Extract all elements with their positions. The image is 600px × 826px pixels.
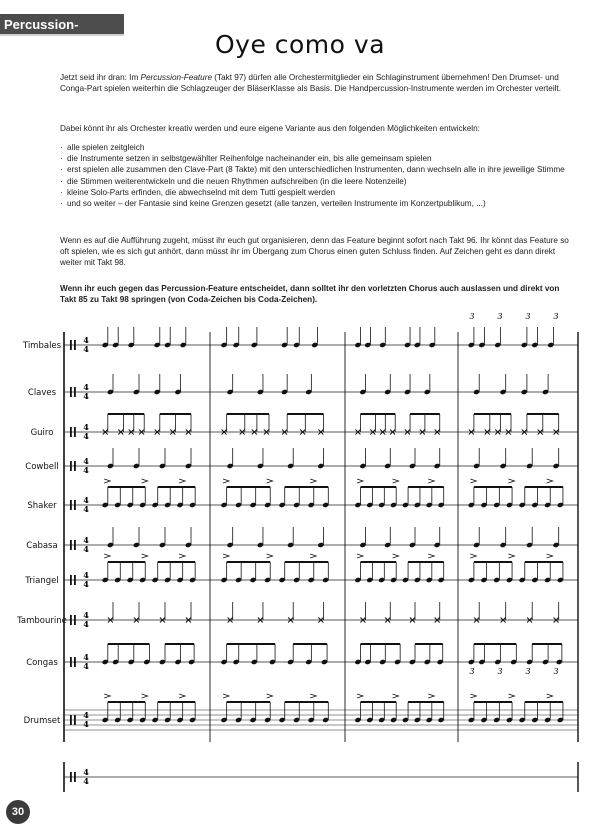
instrument-label: Tambourine bbox=[17, 616, 67, 626]
tuplet-label: 3 bbox=[525, 312, 531, 321]
intro-text-emphasis: Percussion-Feature bbox=[140, 73, 212, 82]
instrument-label: Cabasa bbox=[26, 541, 58, 551]
time-sig-top: 4 bbox=[83, 652, 89, 662]
accent-mark bbox=[357, 479, 363, 483]
time-sig-bottom: 4 bbox=[83, 431, 89, 441]
time-sig-top: 4 bbox=[83, 422, 89, 432]
tuplet-label: 3 bbox=[553, 667, 559, 676]
instrument-label: Drumset bbox=[23, 716, 61, 726]
accent-mark bbox=[357, 554, 363, 558]
skip-note-paragraph: Wenn ihr euch gegen das Percussion-Feature entscheidet, dann solltet ihr den vorletzten Chorus auch auslassen und direkt von Takt 85 zu Takt 98 springen (von Coda-Zeichen bis Coda-Zeichen). bbox=[60, 284, 560, 305]
accent-mark bbox=[267, 479, 273, 483]
accent-mark bbox=[508, 694, 514, 698]
time-sig-top: 4 bbox=[83, 456, 89, 466]
accent-mark bbox=[104, 479, 110, 483]
list-item: · die Instrumente setzen in selbstgewählter Reihenfolge nacheinander ein, bis alle gemeinsam spielen bbox=[60, 153, 570, 164]
section-tab: Percussion-Feature bbox=[0, 14, 124, 36]
accent-mark bbox=[104, 694, 110, 698]
clef-bar bbox=[74, 540, 76, 550]
time-sig-top: 4 bbox=[83, 335, 89, 345]
rhythm-notation bbox=[102, 312, 564, 723]
intro-text-a: Jetzt seid ihr dran: Im bbox=[60, 73, 141, 82]
accent-mark bbox=[223, 554, 229, 558]
accent-mark bbox=[393, 694, 399, 698]
page-title: Oye como va bbox=[214, 30, 386, 59]
accent-mark bbox=[267, 694, 273, 698]
time-sig-bottom: 4 bbox=[83, 504, 89, 514]
accent-mark bbox=[470, 554, 476, 558]
clef-bar bbox=[70, 540, 72, 550]
accent-mark bbox=[547, 554, 553, 558]
list-item: · kleine Solo-Parts erfinden, die abwechselnd mit dem Tutti gespielt werden bbox=[60, 187, 570, 198]
time-sig-top: 4 bbox=[83, 710, 89, 720]
accent-mark bbox=[179, 694, 185, 698]
intro-text-b: (Takt 97) dürfen alle Orchestermitglieder ein Schlaginstrument übernehmen! Den Drumset- und Conga-Part spielen weiterhin die Schlagzeuger der BläserKlasse als Basis. Die Handpercussion-Instrumente werden im Orchester verteilt. bbox=[60, 73, 562, 94]
time-sig-top: 4 bbox=[83, 535, 89, 545]
clef-bar bbox=[70, 387, 72, 397]
clef-bar bbox=[70, 657, 72, 667]
tuplet-label: 3 bbox=[497, 667, 503, 676]
instrument-label: Guiro bbox=[30, 428, 54, 438]
time-sig-bottom: 4 bbox=[83, 544, 89, 554]
clef-bar bbox=[70, 340, 72, 350]
accent-mark bbox=[393, 554, 399, 558]
clef-bar bbox=[70, 715, 72, 725]
accent-mark bbox=[310, 554, 316, 558]
time-sig-top: 4 bbox=[83, 767, 89, 777]
accent-mark bbox=[142, 694, 148, 698]
accent-mark bbox=[470, 479, 476, 483]
time-sig-bottom: 4 bbox=[83, 465, 89, 475]
accent-mark bbox=[357, 694, 363, 698]
instrument-labels bbox=[16, 341, 67, 726]
tuplet-label: 3 bbox=[469, 667, 475, 676]
page-number: 30 bbox=[6, 800, 30, 824]
time-sig-top: 4 bbox=[83, 570, 89, 580]
accent-mark bbox=[428, 554, 434, 558]
instrument-label: Claves bbox=[27, 388, 57, 398]
clef-bar bbox=[74, 427, 76, 437]
accent-mark bbox=[428, 479, 434, 483]
list-item: · und so weiter – der Fantasie sind keine Grenzen gesetzt (alle tanzen, verteilen Instrumente im Konzertpublikum, ...) bbox=[60, 198, 570, 209]
list-item: · erst spielen alle zusammen den Clave-Part (8 Takte) mit den unterschiedlichen Instrumenten, dann wechseln alle in ihre jeweilige Stimme bbox=[60, 164, 570, 175]
instrument-label: Congas bbox=[26, 658, 58, 668]
accent-mark bbox=[508, 554, 514, 558]
accent-mark bbox=[267, 554, 273, 558]
clef-bar bbox=[74, 340, 76, 350]
tuplet-label: 3 bbox=[553, 312, 559, 321]
clef-bar bbox=[74, 615, 76, 625]
accent-mark bbox=[508, 479, 514, 483]
clef-bar bbox=[74, 387, 76, 397]
clef-bar bbox=[74, 772, 76, 782]
tuplet-label: 3 bbox=[469, 312, 475, 321]
time-sig-bottom: 4 bbox=[83, 344, 89, 354]
clef-bar bbox=[74, 461, 76, 471]
list-item: · die Stimmen weiterentwickeln und die neuen Rhythmen aufschreiben (in die leere Notenzeile) bbox=[60, 176, 570, 187]
accent-mark bbox=[310, 479, 316, 483]
time-sig-top: 4 bbox=[83, 495, 89, 505]
clef-bar bbox=[74, 500, 76, 510]
clef-bar bbox=[74, 657, 76, 667]
accent-mark bbox=[179, 479, 185, 483]
instrument-label: Shaker bbox=[27, 501, 57, 511]
accent-mark bbox=[428, 694, 434, 698]
instrument-label: Timbales bbox=[22, 341, 62, 351]
accent-mark bbox=[179, 554, 185, 558]
tuplet-label: 3 bbox=[525, 667, 531, 676]
clef-bar bbox=[70, 575, 72, 585]
accent-mark bbox=[223, 479, 229, 483]
accent-mark bbox=[142, 479, 148, 483]
clef-bar bbox=[70, 772, 72, 782]
accent-mark bbox=[547, 694, 553, 698]
time-sig-top: 4 bbox=[83, 382, 89, 392]
accent-mark bbox=[470, 694, 476, 698]
accent-mark bbox=[104, 554, 110, 558]
options-paragraph: Dabei könnt ihr als Orchester kreativ werden und eure eigene Variante aus den folgenden Möglichkeiten entwickeln: bbox=[60, 124, 480, 133]
accent-mark bbox=[547, 479, 553, 483]
accent-mark bbox=[142, 554, 148, 558]
time-sig-bottom: 4 bbox=[83, 579, 89, 589]
clef-bar bbox=[70, 500, 72, 510]
instrument-label: Triangel bbox=[25, 576, 59, 586]
clef-bar bbox=[70, 427, 72, 437]
time-sig-bottom: 4 bbox=[83, 719, 89, 729]
list-item: · alle spielen zeitgleich bbox=[60, 142, 570, 153]
clef-bar bbox=[70, 461, 72, 471]
clef-bar bbox=[74, 575, 76, 585]
accent-mark bbox=[223, 694, 229, 698]
time-sig-bottom: 4 bbox=[83, 391, 89, 401]
instrument-label: Cowbell bbox=[25, 462, 59, 472]
time-sig-bottom: 4 bbox=[83, 619, 89, 629]
clef-bar bbox=[70, 615, 72, 625]
time-sig-bottom: 4 bbox=[83, 661, 89, 671]
tuplet-label: 3 bbox=[497, 312, 503, 321]
accent-mark bbox=[310, 694, 316, 698]
accent-mark bbox=[393, 479, 399, 483]
performance-paragraph: Wenn es auf die Aufführung zugeht, müsst ihr euch gut organisieren, denn das Feature beginnt sofort nach Takt 96. Ihr könnt das Feature so oft spielen, wie es sich gut anhört, dann müsst ihr im Übergang zum Chorus einen guten Schluss finden. Auf Zeichen geht es dann direkt weiter mit Takt 98. bbox=[60, 236, 569, 268]
time-sig-bottom: 4 bbox=[83, 776, 89, 786]
clef-bar bbox=[74, 715, 76, 725]
time-sig-top: 4 bbox=[83, 610, 89, 620]
